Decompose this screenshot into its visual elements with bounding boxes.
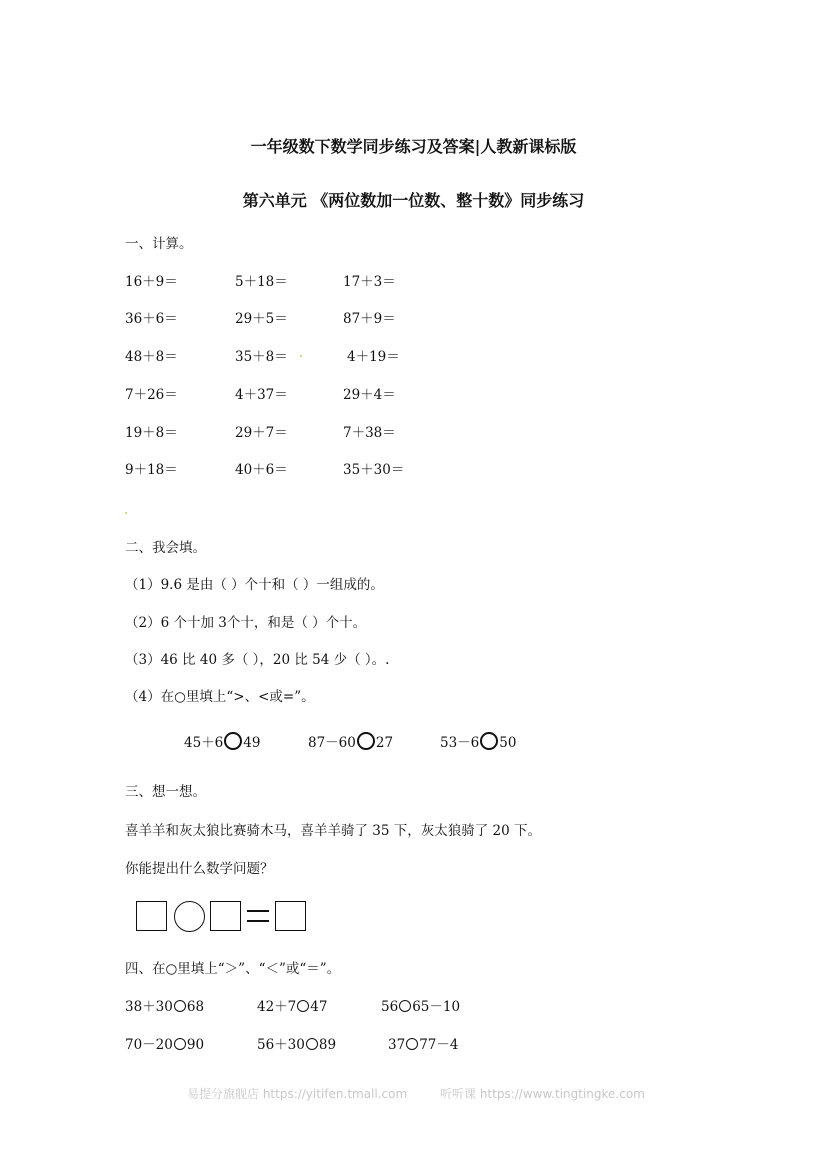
compare-item: 45＋6 49 — [184, 731, 260, 751]
answer-circle[interactable] — [399, 1000, 411, 1012]
section2-heading: 二、我会填。 — [125, 540, 206, 556]
page-title: 一年级数下数学同步练习及答案|人教新课标版 — [250, 137, 577, 156]
answer-circle[interactable] — [174, 1038, 186, 1050]
stray-dot — [125, 512, 127, 514]
calc-item: 29＋4＝ — [343, 387, 396, 403]
calc-item: 48＋8＝ — [125, 349, 178, 365]
story-text: 喜羊羊和灰太狼比赛骑木马，喜羊羊骑了 35 下，灰太狼骑了 20 下。 — [125, 823, 542, 839]
calc-item: 35＋30＝ — [343, 462, 405, 478]
answer-circle[interactable] — [406, 1038, 418, 1050]
fill-question-2: （2）6 个十加 3个十，和是（ ）个十。 — [125, 615, 367, 631]
answer-circle[interactable] — [480, 732, 498, 750]
calc-item: 36＋6＝ — [125, 311, 178, 327]
calc-item: 17＋3＝ — [343, 274, 396, 290]
answer-box[interactable] — [136, 901, 167, 931]
answer-circle[interactable] — [174, 1000, 186, 1012]
calc-item: 40＋6＝ — [235, 462, 288, 478]
answer-box[interactable] — [275, 901, 306, 931]
compare-item: 70－20 90 — [125, 1037, 205, 1053]
calc-item: 87＋9＝ — [343, 311, 396, 327]
calc-item: 29＋5＝ — [235, 311, 288, 327]
fill-question-1: （1）9.6 是由（ ）个十和（ ）一组成的。 — [125, 577, 384, 593]
answer-box[interactable] — [210, 901, 241, 931]
calc-item: 29＋7＝ — [235, 425, 288, 441]
compare-item: 53－6 50 — [440, 731, 516, 751]
compare-item: 87－60 27 — [308, 731, 393, 751]
stray-dot — [300, 355, 302, 357]
operator-circle[interactable] — [174, 901, 205, 932]
calc-item: 7＋38＝ — [343, 425, 396, 441]
footer-shop-link[interactable]: 易提分旗舰店 https://yitifen.tmall.com — [187, 1087, 408, 1101]
calc-item: 16＋9＝ — [125, 274, 178, 290]
calc-item: 35＋8＝ — [235, 349, 288, 365]
compare-item: 42＋7 47 — [257, 999, 328, 1015]
answer-circle[interactable] — [357, 732, 375, 750]
answer-circle[interactable] — [224, 732, 242, 750]
section3-heading: 三、想一想。 — [125, 784, 206, 800]
calc-item: 7＋26＝ — [125, 387, 178, 403]
calc-item: 4＋19＝ — [347, 349, 400, 365]
compare-item: 37 77－4 — [388, 1037, 459, 1053]
section1-heading: 一、计算。 — [125, 236, 193, 252]
equals-bar-bottom — [247, 920, 269, 922]
compare-item: 56 65－10 — [381, 999, 461, 1015]
answer-circle[interactable] — [306, 1038, 318, 1050]
fill-question-4: （4）在○里填上“>、<或=”。 — [125, 689, 315, 705]
calc-item: 19＋8＝ — [125, 425, 178, 441]
answer-circle[interactable] — [297, 1000, 309, 1012]
question-prompt: 你能提出什么数学问题？ — [125, 861, 274, 877]
compare-item: 56＋30 89 — [257, 1037, 337, 1053]
page-subtitle: 第六单元 《两位数加一位数、整十数》同步练习 — [242, 191, 585, 210]
equals-bar-top — [247, 910, 269, 912]
calc-item: 4＋37＝ — [235, 387, 288, 403]
compare-item: 38＋30 68 — [125, 999, 205, 1015]
section4-heading: 四、在○里填上“＞”、“＜”或“＝”。 — [125, 961, 341, 977]
calc-item: 9＋18＝ — [125, 462, 178, 478]
footer-site-link[interactable]: 听听课 https://www.tingtingke.com — [440, 1087, 645, 1101]
fill-question-3: （3）46 比 40 多（ ），20 比 54 少（ ）。. — [125, 652, 390, 668]
calc-item: 5＋18＝ — [235, 274, 288, 290]
